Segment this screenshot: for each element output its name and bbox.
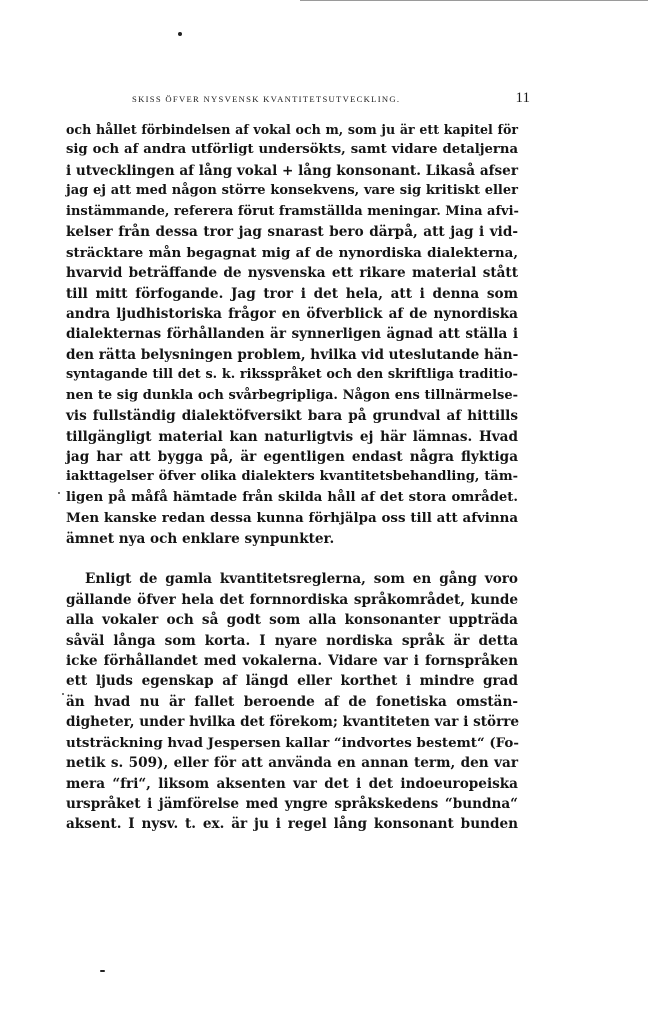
text-line: digheter, under hvilka det förekom; kvantiteten var i större — [66, 714, 520, 731]
text-line: Enligt de gamla kvantitetsreglerna, som en gång voro — [85, 571, 518, 588]
text-line: till mitt förfogande. Jag tror i det hela, att i denna som — [66, 285, 518, 302]
text-line: dialekternas förhållanden är synnerligen ägnad att ställa i — [66, 326, 518, 343]
text-line: syntagande till det s. k. riksspråket och den skriftliga traditio- — [66, 367, 518, 383]
page-header — [66, 90, 530, 108]
ink-speck-top — [178, 32, 182, 36]
text-line: ligen på måfå hämtade från skilda håll af det stora området. — [66, 489, 518, 505]
text-line: gällande öfver hela det fornnordiska språkområdet, kunde — [66, 591, 518, 608]
body-text — [66, 120, 518, 835]
ink-speck-margin-left — [58, 492, 60, 494]
text-line: netik s. 509), eller för att använda en annan term, den var — [66, 755, 518, 772]
text-line: Men kanske redan dessa kunna förhjälpa oss till att afvinna — [66, 510, 518, 527]
paragraph — [66, 120, 518, 549]
text-line: kelser från dessa tror jag snarast bero därpå, att jag i vid- — [66, 224, 518, 241]
text-line: vis fullständig dialektöfversikt bara på grundval af hittills — [66, 408, 518, 425]
text-line: i utvecklingen af lång vokal + lång konsonant. Likaså afser — [66, 162, 518, 179]
text-line: jag har att bygga på, är egentligen endast några flyktiga — [66, 449, 518, 465]
text-line: icke förhållandet med vokalerna. Vidare var i fornspråken — [66, 652, 518, 669]
text-line: jag ej att med någon större konsekvens, vare sig kritiskt eller — [66, 183, 518, 199]
text-line: den rätta belysningen problem, hvilka vid uteslutande hän- — [66, 346, 519, 363]
text-line: ämnet nya och enklare synpunkter. — [66, 530, 335, 547]
text-line: sträcktare mån begagnat mig af de nynordiska dialekterna, — [66, 244, 518, 261]
text-line: och hållet förbindelsen af vokal och m, som ju är ett kapitel för — [66, 122, 518, 137]
text-line: mera “fri“, liksom aksenten var det i det indoeuropeiska — [66, 775, 518, 792]
text-line: aksent. I nysv. t. ex. är ju i regel lång konsonant bunden — [66, 816, 518, 833]
text-line: såväl långa som korta. I nyare nordiska språk är detta — [66, 632, 518, 649]
text-line: än hvad nu är fallet beroende af de fonetiska omstän- — [66, 693, 518, 710]
text-line: alla vokaler och så godt som alla konsonanter uppträda — [66, 612, 518, 629]
text-line: instämmande, referera förut framställda meningar. Mina afvi- — [66, 203, 519, 219]
text-line: andra ljudhistoriska frågor en öfverblick af de nynordiska — [66, 305, 518, 322]
text-line: nen te sig dunkla och svårbegripliga. Någon ens tillnärmelse- — [66, 387, 518, 403]
text-line: hvarvid beträffande de nysvenska ett rikare material stått — [66, 265, 518, 282]
paragraph-gap — [66, 549, 518, 569]
text-line: sig och af andra utförligt undersökts, samt vidare detaljerna — [66, 142, 518, 158]
text-line: iakttagelser öfver olika dialekters kvantitetsbehandling, täm- — [66, 469, 518, 485]
paragraph — [66, 569, 518, 835]
ink-speck-bottom — [100, 970, 105, 972]
text-line: tillgängligt material kan naturligtvis ej här lämnas. Hvad — [66, 428, 518, 445]
top-edge-rule — [300, 0, 648, 1]
text-line: ett ljuds egenskap af längd eller korthet i mindre grad — [66, 673, 518, 690]
text-line: urspråket i jämförelse med yngre språkskedens “bundna“ — [66, 796, 518, 812]
text-line: utsträckning hvad Jespersen kallar “indvortes bestemt“ (Fo- — [66, 734, 519, 751]
running-title: SKISS ÖFVER NYSVENSK KVANTITETSUTVECKLING. — [132, 94, 401, 104]
ink-speck-margin-left-2 — [62, 693, 64, 695]
page-number: 11 — [515, 90, 530, 106]
